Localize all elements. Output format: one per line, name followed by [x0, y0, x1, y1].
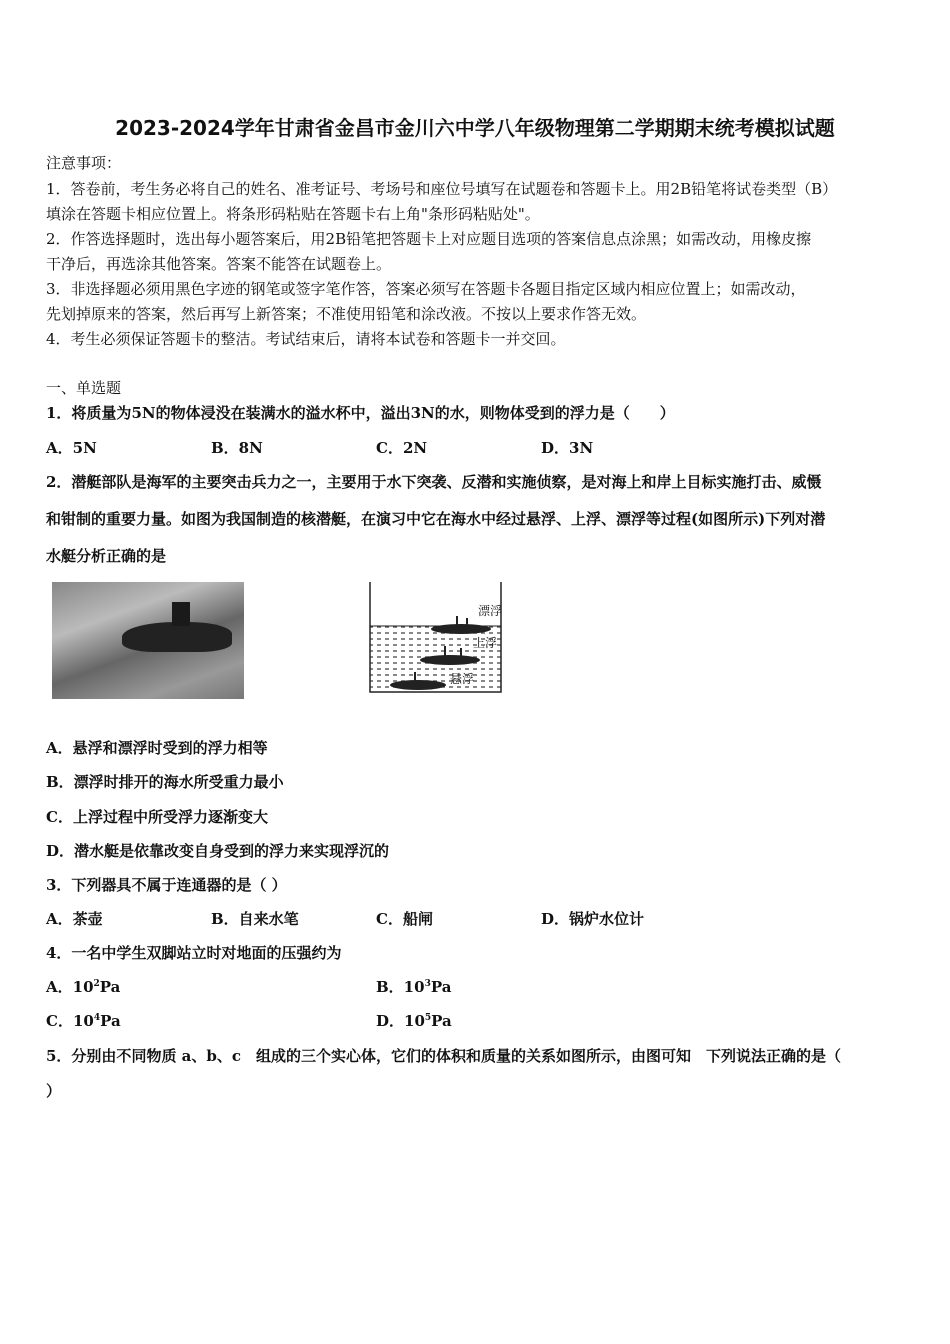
question-5-stem: ） [46, 1082, 62, 1100]
note-line: 4．考生必须保证答题卡的整洁。考试结束后，请将本试卷和答题卡一并交回。 [46, 330, 566, 348]
option: D．3N [541, 439, 594, 457]
option-label: D．10 [376, 1012, 425, 1030]
option [376, 1010, 452, 1031]
option-label: C．10 [46, 1012, 94, 1030]
note-line: 填涂在答题卡相应位置上。将条形码粘贴在答题卡右上角"条形码粘贴处"。 [46, 205, 540, 223]
option [376, 976, 451, 997]
option: C．2N [376, 439, 428, 457]
note-line: 先划掉原来的答案，然后再写上新答案；不准使用铅笔和涂改液。不按以上要求作答无效。 [46, 305, 647, 323]
option-unit: Pa [99, 978, 121, 996]
option [46, 1010, 121, 1031]
option-label: A．10 [46, 978, 94, 996]
option-exponent: 5 [424, 1013, 432, 1023]
label-rising: 上浮 [473, 636, 498, 650]
option: B．自来水笔 [211, 910, 299, 928]
notes-heading: 注意事项： [46, 154, 122, 172]
note-line: 1．答卷前，考生务必将自己的姓名、准考证号、考场号和座位号填写在试题卷和答题卡上。用2B铅笔将试卷类型（B） [46, 180, 838, 198]
option: C．船闸 [376, 910, 433, 928]
option: D．锅炉水位计 [541, 910, 645, 928]
question-3-stem: 3．下列器具不属于连通器的是（ ） [46, 876, 287, 894]
option-exponent: 2 [93, 979, 100, 989]
option-unit: Pa [431, 1012, 452, 1030]
submarine-photo [52, 582, 244, 699]
option: C．上浮过程中所受浮力逐渐变大 [46, 808, 268, 826]
page-title: 2023-2024学年甘肃省金昌市金川六中学八年级物理第二学期期末统考模拟试题 [115, 116, 835, 140]
note-line: 干净后，再选涂其他答案。答案不能答在试题卷上。 [46, 255, 392, 273]
question-2-stem: 水艇分析正确的是 [46, 547, 167, 565]
option: D．潜水艇是依靠改变自身受到的浮力来实现浮沉的 [46, 842, 390, 860]
option: B．8N [211, 439, 263, 457]
label-suspended: 悬浮 [450, 672, 475, 686]
question-2-stem: 和钳制的重要力量。如图为我国制造的核潜艇，在演习中它在海水中经过悬浮、上浮、漂浮等过程(如图所示)下列对潜 [46, 510, 826, 528]
note-line: 2．作答选择题时，选出每小题答案后，用2B铅笔把答题卡上对应题目选项的答案信息点涂黑；如需改动，用橡皮擦 [46, 230, 812, 248]
note-line: 3．非选择题必须用黑色字迹的钢笔或签字笔作答，答案必须写在答题卡各题目指定区域内相应位置上；如需改动， [46, 280, 806, 298]
option-exponent: 4 [93, 1013, 101, 1023]
question-2-stem: 2．潜艇部队是海军的主要突击兵力之一，主要用于水下突袭、反潜和实施侦察，是对海上和岸上目标实施打击、威慑 [46, 473, 822, 491]
section-heading: 一、单选题 [46, 379, 122, 397]
option: A．悬浮和漂浮时受到的浮力相等 [46, 739, 268, 757]
option: A．茶壶 [46, 910, 103, 928]
question-1-stem: 1．将质量为5N的物体浸没在装满水的溢水杯中，溢出3N的水，则物体受到的浮力是（ ） [46, 404, 675, 422]
submarine-diagram [368, 582, 503, 694]
option [46, 976, 120, 997]
option-unit: Pa [100, 1012, 121, 1030]
label-floating: 漂浮 [478, 604, 503, 618]
option-label: B．10 [376, 978, 425, 996]
question-4-stem: 4．一名中学生双脚站立时对地面的压强约为 [46, 944, 342, 962]
option-unit: Pa [430, 978, 452, 996]
option-exponent: 3 [424, 979, 431, 989]
option: A．5N [46, 439, 97, 457]
option: B．漂浮时排开的海水所受重力最小 [46, 773, 284, 791]
question-5-stem: 5．分别由不同物质 a、b、c 组成的三个实心体，它们的体积和质量的关系如图所示，由图可知 下列说法正确的是（ [46, 1047, 842, 1065]
